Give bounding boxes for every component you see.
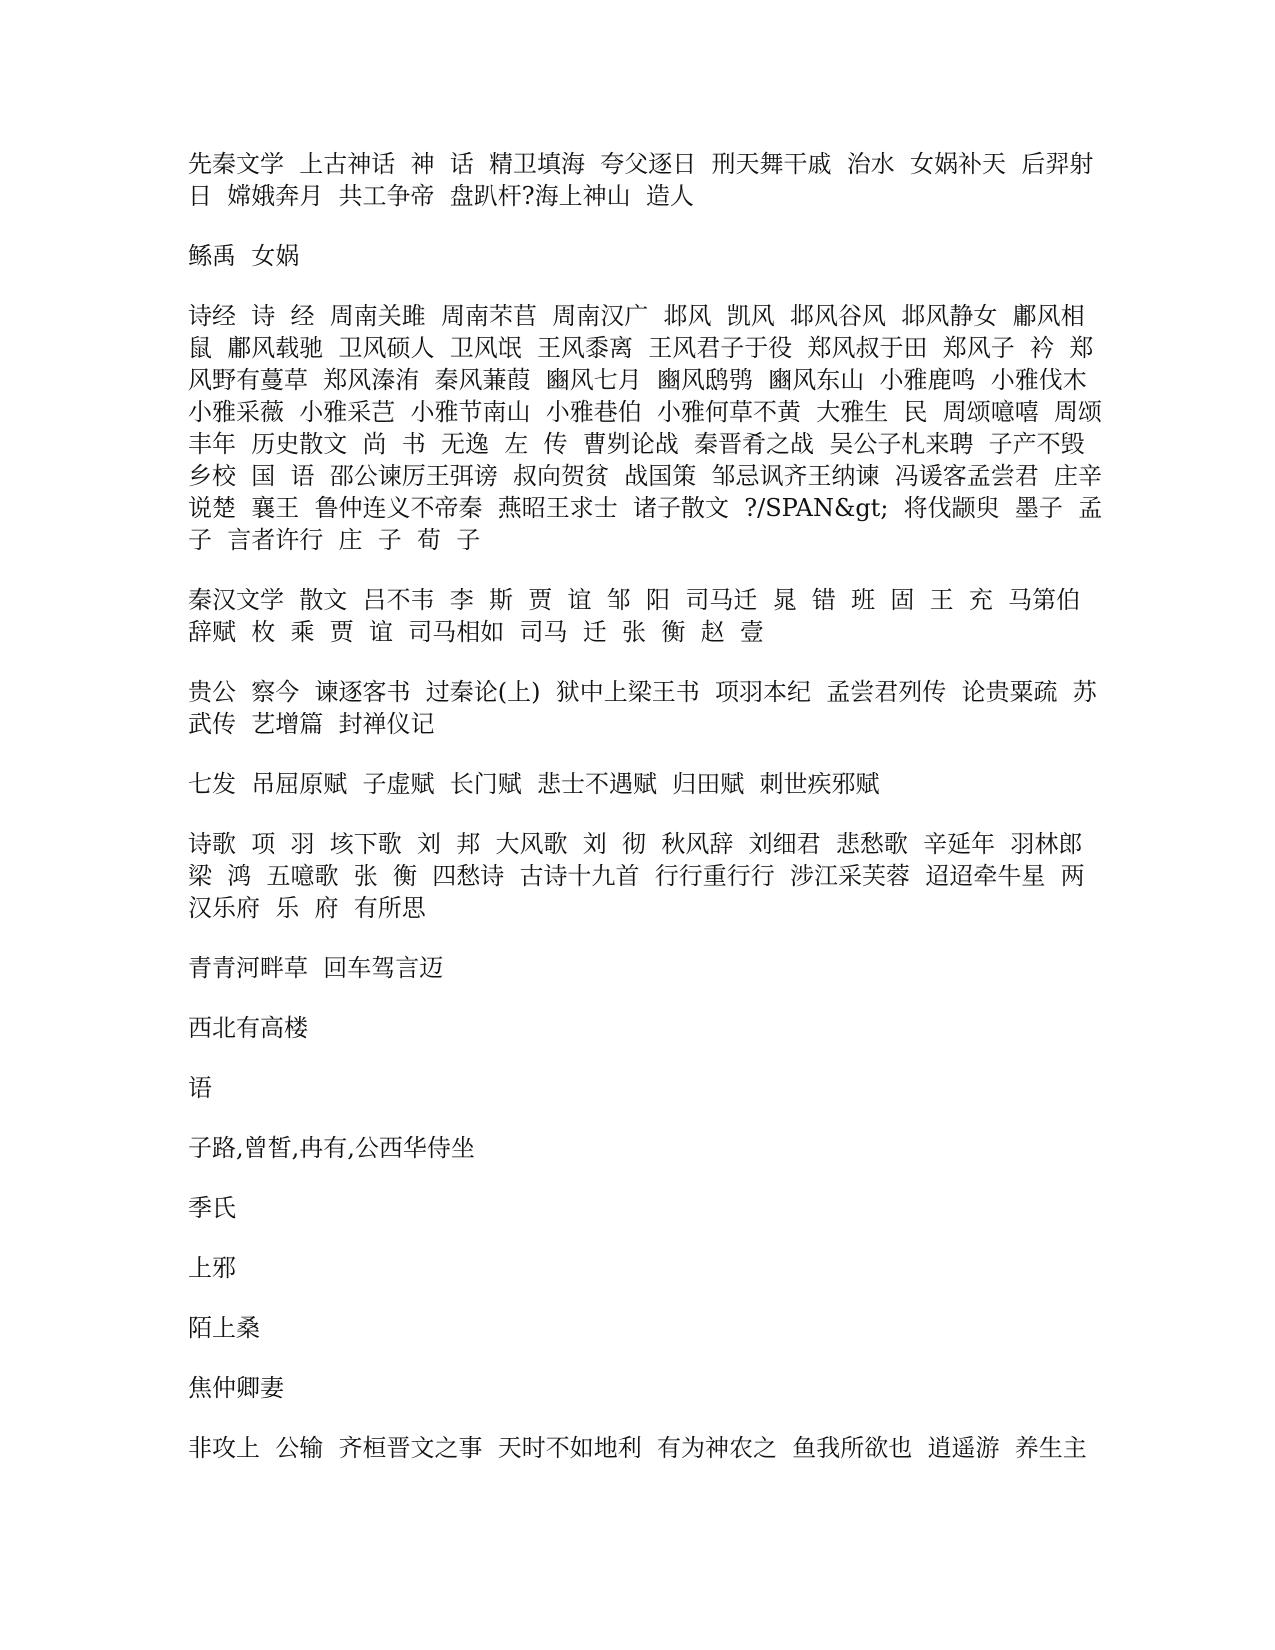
paragraph: 语 bbox=[188, 1074, 212, 1102]
document-page bbox=[188, 148, 1118, 1464]
paragraph: 西北有高楼 bbox=[188, 1014, 308, 1042]
paragraph: 诗歌 项 羽 垓下歌 刘 邦 大风歌 刘 彻 秋风辞 刘细君 悲愁歌 辛延年 羽林郎 梁 鸿 五噫歌 张 衡 四愁诗 古诗十九首 行行重行行 涉江采芙蓉 迢迢牵牛星 两汉乐府 乐 府 有所思 bbox=[188, 830, 1098, 922]
paragraph: 非攻上 公输 齐桓晋文之事 天时不如地利 有为神农之 鱼我所欲也 逍遥游 养生主 bbox=[188, 1434, 1087, 1462]
paragraph: 焦仲卿妻 bbox=[188, 1374, 284, 1402]
paragraph: 鲧禹 女娲 bbox=[188, 242, 300, 270]
paragraph: 先秦文学 上古神话 神 话 精卫填海 夸父逐日 刑天舞干戚 治水 女娲补天 后羿射日 嫦娥奔月 共工争帝 盘趴杆?海上神山 造人 bbox=[188, 150, 1094, 210]
paragraph: 陌上桑 bbox=[188, 1314, 260, 1342]
paragraph: 贵公 察今 谏逐客书 过秦论(上) 狱中上梁王书 项羽本纪 孟尝君列传 论贵粟疏 苏武传 艺增篇 封禅仪记 bbox=[188, 678, 1097, 738]
paragraph: 七发 吊屈原赋 子虚赋 长门赋 悲士不遇赋 归田赋 刺世疾邪赋 bbox=[188, 770, 880, 798]
paragraph: 青青河畔草 回车驾言迈 bbox=[188, 954, 444, 982]
paragraph: 子路,曾皙,冉有,公西华侍坐 bbox=[188, 1134, 475, 1162]
paragraph: 季氏 bbox=[188, 1194, 236, 1222]
paragraph: 秦汉文学 散文 吕不韦 李 斯 贾 谊 邹 阳 司马迁 晁 错 班 固 王 充 马第伯 辞赋 枚 乘 贾 谊 司马相如 司马 迁 张 衡 赵 壹 bbox=[188, 586, 1096, 646]
paragraph: 诗经 诗 经 周南关雎 周南芣苢 周南汉广 邶风 凯风 邶风谷风 邶风静女 鄘风相鼠 鄘风载驰 卫风硕人 卫风氓 王风黍离 王风君子于役 郑风叔于田 郑风子 衿 郑风野有蔓草 郑风溱洧 秦风蒹葭 豳风七月 豳风鸱鸮 豳风东山 小雅鹿鸣 小雅伐木 小雅采薇 小雅采芑 小雅节南山 小雅巷伯 小雅何草不黄 大雅生 民 周颂噫嘻 周颂丰年 历史散文 尚 书 无逸 左 传 曹刿论战 秦晋肴之战 吴公子札来聘 子产不毁乡校 国 语 邵公谏厉王弭谤 叔向贺贫 战国策 邹忌讽齐王纳谏 冯谖客孟尝君 庄辛说楚 襄王 鲁仲连义不帝秦 燕昭王求士 诸子散文 ?/SPAN&gt; 将伐颛臾 墨子 孟 子 言者许行 庄 子 荀 子 bbox=[188, 302, 1118, 554]
paragraph: 上邪 bbox=[188, 1254, 236, 1282]
